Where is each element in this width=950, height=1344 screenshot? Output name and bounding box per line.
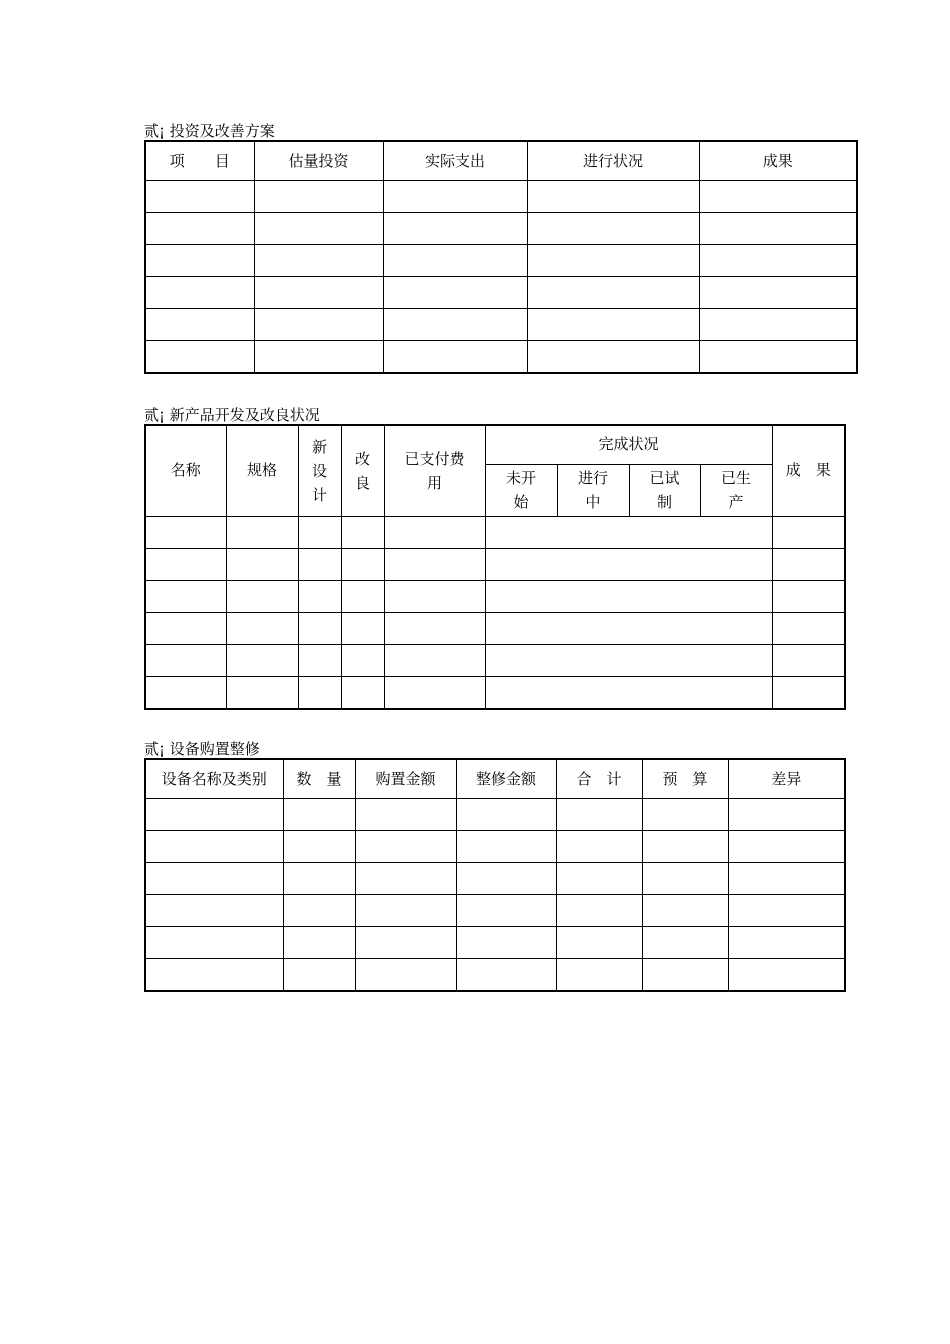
table-row xyxy=(145,548,845,580)
header-name: 名称 xyxy=(145,425,226,516)
cell[interactable] xyxy=(383,213,527,245)
table-header-row xyxy=(145,141,857,181)
cell[interactable] xyxy=(145,213,254,245)
header-status-group: 完成状况 xyxy=(485,425,772,464)
header-item: 项 目 xyxy=(145,141,254,181)
cell[interactable] xyxy=(145,516,226,548)
header-budget: 预 算 xyxy=(642,759,728,799)
table-header-row xyxy=(145,759,845,799)
table-header-row xyxy=(145,425,845,464)
cell[interactable] xyxy=(298,676,341,709)
header-result: 成 果 xyxy=(772,425,845,516)
cell[interactable] xyxy=(456,959,556,992)
cell[interactable] xyxy=(355,831,456,863)
cell[interactable] xyxy=(384,548,485,580)
cell[interactable] xyxy=(383,341,527,374)
header-improve: 改 良 xyxy=(341,425,384,516)
table-row xyxy=(145,213,857,245)
cell[interactable] xyxy=(145,644,226,676)
cell[interactable] xyxy=(728,831,845,863)
cell[interactable] xyxy=(699,277,857,309)
cell[interactable] xyxy=(556,799,642,831)
cell[interactable] xyxy=(772,612,845,644)
cell[interactable] xyxy=(642,895,728,927)
cell[interactable] xyxy=(772,516,845,548)
cell[interactable] xyxy=(145,309,254,341)
header-estimated-investment: 估量投资 xyxy=(254,141,383,181)
cell[interactable] xyxy=(283,863,355,895)
cell[interactable] xyxy=(485,676,772,709)
header-purchase-amount: 购置金额 xyxy=(355,759,456,799)
cell[interactable] xyxy=(527,181,699,213)
cell[interactable] xyxy=(527,309,699,341)
cell[interactable] xyxy=(556,927,642,959)
cell[interactable] xyxy=(384,644,485,676)
cell[interactable] xyxy=(699,245,857,277)
header-paid: 已支付费 用 xyxy=(384,425,485,516)
cell[interactable] xyxy=(642,959,728,992)
cell[interactable] xyxy=(226,612,298,644)
cell[interactable] xyxy=(772,548,845,580)
header-repair-amount: 整修金额 xyxy=(456,759,556,799)
cell[interactable] xyxy=(226,676,298,709)
new-product-table xyxy=(144,424,846,710)
cell[interactable] xyxy=(283,831,355,863)
header-equipment-name: 设备名称及类别 xyxy=(145,759,283,799)
table-row xyxy=(145,309,857,341)
cell[interactable] xyxy=(642,927,728,959)
cell[interactable] xyxy=(384,516,485,548)
cell[interactable] xyxy=(485,612,772,644)
table-row xyxy=(145,245,857,277)
cell[interactable] xyxy=(384,612,485,644)
header-in-production: 已生 产 xyxy=(700,464,772,516)
equipment-table xyxy=(144,758,846,992)
cell[interactable] xyxy=(728,863,845,895)
cell[interactable] xyxy=(145,181,254,213)
cell[interactable] xyxy=(145,676,226,709)
cell[interactable] xyxy=(699,341,857,374)
header-progress: 进行状况 xyxy=(527,141,699,181)
cell[interactable] xyxy=(145,580,226,612)
table-row xyxy=(145,181,857,213)
cell[interactable] xyxy=(699,181,857,213)
cell[interactable] xyxy=(341,676,384,709)
cell[interactable] xyxy=(298,580,341,612)
cell[interactable] xyxy=(254,341,383,374)
table-row xyxy=(145,831,845,863)
cell[interactable] xyxy=(145,612,226,644)
cell[interactable] xyxy=(527,277,699,309)
header-not-started: 未开 始 xyxy=(485,464,557,516)
cell[interactable] xyxy=(456,895,556,927)
cell[interactable] xyxy=(298,516,341,548)
table-row xyxy=(145,927,845,959)
cell[interactable] xyxy=(145,341,254,374)
table-row xyxy=(145,676,845,709)
header-trial-produced: 已试 制 xyxy=(629,464,700,516)
cell[interactable] xyxy=(283,927,355,959)
cell[interactable] xyxy=(383,181,527,213)
cell[interactable] xyxy=(642,831,728,863)
cell[interactable] xyxy=(226,580,298,612)
cell[interactable] xyxy=(145,277,254,309)
cell[interactable] xyxy=(355,799,456,831)
cell[interactable] xyxy=(283,799,355,831)
cell[interactable] xyxy=(383,245,527,277)
cell[interactable] xyxy=(556,863,642,895)
cell[interactable] xyxy=(527,341,699,374)
header-result: 成果 xyxy=(699,141,857,181)
cell[interactable] xyxy=(341,580,384,612)
cell[interactable] xyxy=(456,927,556,959)
cell[interactable] xyxy=(456,831,556,863)
cell[interactable] xyxy=(456,863,556,895)
cell[interactable] xyxy=(254,213,383,245)
cell[interactable] xyxy=(145,927,283,959)
table-row xyxy=(145,580,845,612)
cell[interactable] xyxy=(145,799,283,831)
table-row xyxy=(145,959,845,992)
cell[interactable] xyxy=(226,644,298,676)
cell[interactable] xyxy=(145,895,283,927)
cell[interactable] xyxy=(456,799,556,831)
table-row xyxy=(145,277,857,309)
cell[interactable] xyxy=(145,863,283,895)
cell[interactable] xyxy=(145,959,283,992)
cell[interactable] xyxy=(728,895,845,927)
cell[interactable] xyxy=(341,548,384,580)
cell[interactable] xyxy=(485,644,772,676)
table-row xyxy=(145,895,845,927)
investment-table xyxy=(144,140,858,374)
cell[interactable] xyxy=(145,831,283,863)
cell[interactable] xyxy=(226,548,298,580)
cell[interactable] xyxy=(772,580,845,612)
table-row xyxy=(145,644,845,676)
table-row xyxy=(145,863,845,895)
cell[interactable] xyxy=(556,959,642,992)
cell[interactable] xyxy=(283,895,355,927)
cell[interactable] xyxy=(355,959,456,992)
header-quantity: 数 量 xyxy=(283,759,355,799)
cell[interactable] xyxy=(383,277,527,309)
header-spec: 规格 xyxy=(226,425,298,516)
header-difference: 差异 xyxy=(728,759,845,799)
cell[interactable] xyxy=(699,309,857,341)
cell[interactable] xyxy=(145,245,254,277)
cell[interactable] xyxy=(145,548,226,580)
cell[interactable] xyxy=(728,959,845,992)
cell[interactable] xyxy=(728,927,845,959)
cell[interactable] xyxy=(485,548,772,580)
cell[interactable] xyxy=(341,612,384,644)
cell[interactable] xyxy=(384,676,485,709)
cell[interactable] xyxy=(254,181,383,213)
cell[interactable] xyxy=(254,277,383,309)
cell[interactable] xyxy=(728,799,845,831)
cell[interactable] xyxy=(341,644,384,676)
section-title-equipment: 贰¡ 设备购置整修 xyxy=(144,740,260,758)
cell[interactable] xyxy=(485,580,772,612)
cell[interactable] xyxy=(642,799,728,831)
cell[interactable] xyxy=(341,516,384,548)
header-new-design: 新 设 计 xyxy=(298,425,341,516)
cell[interactable] xyxy=(485,516,772,548)
table-row xyxy=(145,341,857,374)
cell[interactable] xyxy=(298,548,341,580)
cell[interactable] xyxy=(556,831,642,863)
cell[interactable] xyxy=(699,213,857,245)
table-row xyxy=(145,799,845,831)
cell[interactable] xyxy=(556,895,642,927)
cell[interactable] xyxy=(642,863,728,895)
cell[interactable] xyxy=(383,309,527,341)
header-total: 合 计 xyxy=(556,759,642,799)
cell[interactable] xyxy=(254,309,383,341)
cell[interactable] xyxy=(283,959,355,992)
cell[interactable] xyxy=(772,644,845,676)
cell[interactable] xyxy=(254,245,383,277)
section-title-investment: 贰¡ 投资及改善方案 xyxy=(144,122,275,140)
section-title-new-product: 贰¡ 新产品开发及改良状况 xyxy=(144,406,320,424)
cell[interactable] xyxy=(298,612,341,644)
header-in-progress: 进行 中 xyxy=(557,464,629,516)
cell[interactable] xyxy=(355,863,456,895)
cell[interactable] xyxy=(384,580,485,612)
table-row xyxy=(145,612,845,644)
cell[interactable] xyxy=(772,676,845,709)
cell[interactable] xyxy=(226,516,298,548)
cell[interactable] xyxy=(527,213,699,245)
cell[interactable] xyxy=(355,927,456,959)
cell[interactable] xyxy=(527,245,699,277)
cell[interactable] xyxy=(298,644,341,676)
table-row xyxy=(145,516,845,548)
header-actual-expense: 实际支出 xyxy=(383,141,527,181)
cell[interactable] xyxy=(355,895,456,927)
